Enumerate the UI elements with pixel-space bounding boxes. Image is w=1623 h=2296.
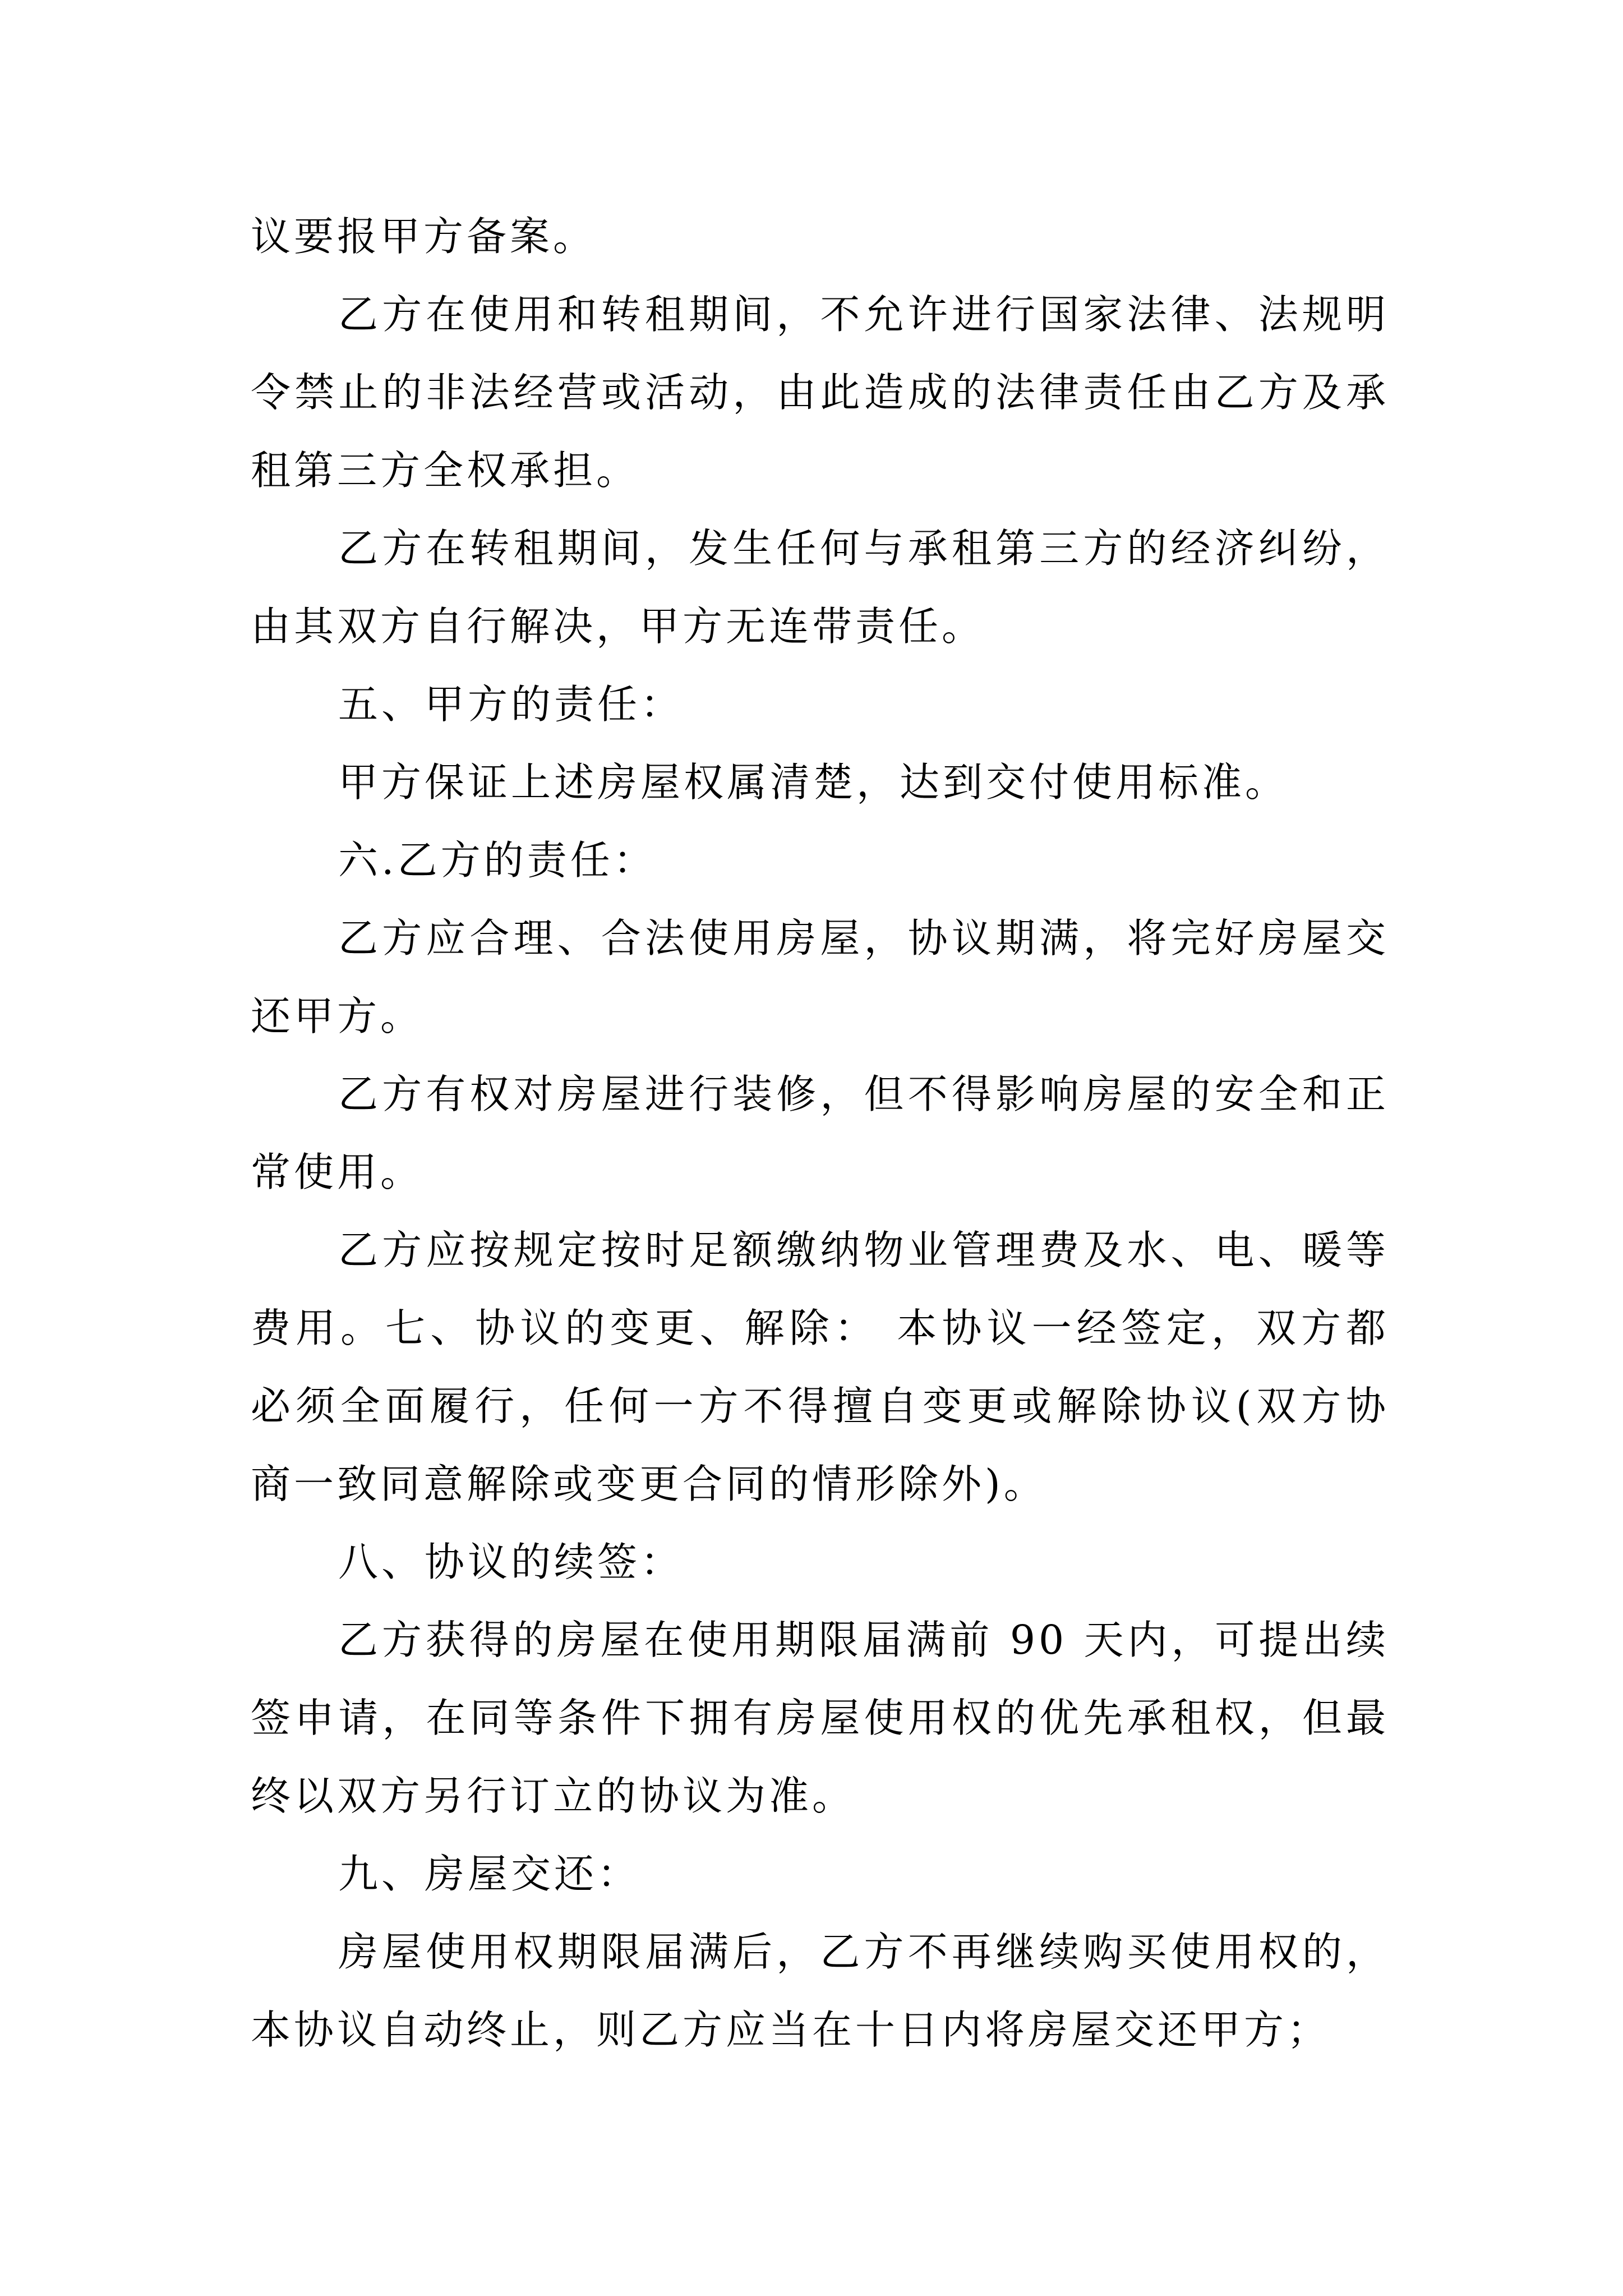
heading-line: 八、协议的续签： [338,1539,684,1585]
section-heading-6 [251,821,1389,899]
text-line: 乙方在使用和转租期间，不允许进行国家法律、法规明 [338,291,1389,338]
paragraph-party-a-guarantee [251,743,1389,821]
text-line: 乙方有权对房屋进行装修，但不得影响房屋的安全和正 [338,1071,1389,1117]
text-line: 商一致同意解除或变更合同的情形除外)。 [251,1461,1047,1507]
text-line: 甲方保证上述房屋权属清楚，达到交付使用标准。 [338,759,1289,806]
text-line: 由其双方自行解决，甲方无连带责任。 [251,603,985,650]
section-heading-5 [251,665,1389,743]
document-body [251,197,1389,2069]
section-heading-8 [251,1523,1389,1601]
text-line: 议要报甲方备案。 [251,213,597,260]
text-line: 乙方在转租期间，发生任何与承租第三方的经济纠纷， [338,525,1389,572]
paragraph-fees-and-section-7 [251,1211,1389,1523]
text-line: 签申请，在同等条件下拥有房屋使用权的优先承租权，但最 [251,1695,1389,1741]
text-line: 乙方应合理、合法使用房屋，协议期满，将完好房屋交 [338,915,1389,961]
text-line: 必须全面履行，任何一方不得擅自变更或解除协议(双方协 [251,1383,1389,1429]
text-line: 租第三方全权承担。 [251,447,640,494]
paragraph-sublease-disputes [251,509,1389,665]
heading-line: 五、甲方的责任： [338,681,684,728]
paragraph-house-return [251,1913,1389,2069]
text-line: 本协议自动终止，则乙方应当在十日内将房屋交还甲方； [251,2007,1331,2053]
text-line: 还甲方。 [251,993,424,1039]
heading-line: 六.乙方的责任： [338,837,657,884]
paragraph-reasonable-use [251,899,1389,1055]
text-line: 令禁止的非法经营或活动，由此造成的法律责任由乙方及承 [251,369,1389,416]
paragraph-renovation [251,1055,1389,1211]
text-line: 费用。七、协议的变更、解除： 本协议一经签定，双方都 [251,1305,1389,1351]
text-line: 房屋使用权期限届满后，乙方不再继续购买使用权的， [338,1929,1389,1975]
paragraph-sublease-legal-liability [251,275,1389,509]
paragraph-renewal [251,1601,1389,1835]
section-heading-9 [251,1835,1389,1913]
text-line: 终以双方另行订立的协议为准。 [251,1773,856,1819]
paragraph-continued [251,197,1389,275]
text-line: 乙方应按规定按时足额缴纳物业管理费及水、电、暖等 [338,1227,1389,1273]
heading-line: 九、房屋交还： [338,1851,641,1897]
text-line: 乙方获得的房屋在使用期限届满前 90 天内，可提出续 [338,1617,1389,1663]
text-line: 常使用。 [251,1149,424,1195]
